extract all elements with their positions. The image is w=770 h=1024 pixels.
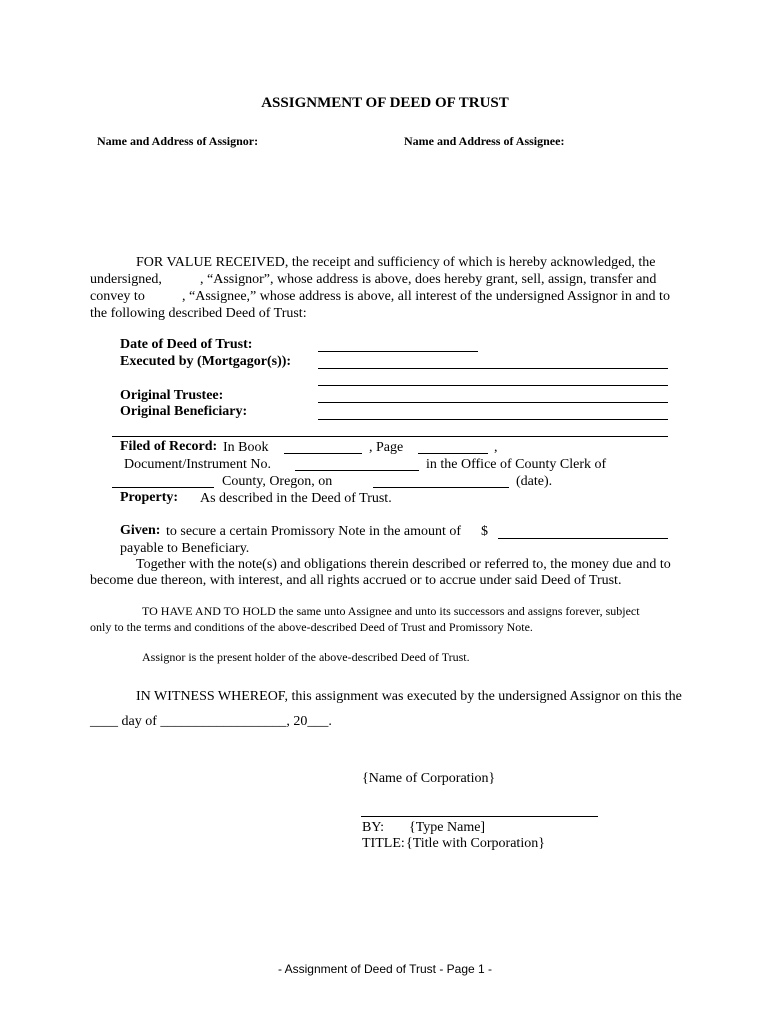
property-label: Property:: [120, 490, 179, 505]
by-label: BY:: [362, 820, 385, 835]
by-value: {Type Name]: [409, 820, 486, 835]
holder-statement: Assignor is the present holder of the above-described Deed of Trust.: [142, 650, 470, 664]
beneficiary-label: Original Beneficiary:: [120, 404, 248, 419]
dollar-sign: $: [481, 524, 488, 539]
p1-line1: FOR VALUE RECEIVED, the receipt and sufficiency of which is hereby acknowledged, the: [136, 255, 656, 270]
property-value: As described in the Deed of Trust.: [200, 491, 392, 506]
executed-line-2: [318, 385, 668, 386]
habendum-line2: only to the terms and conditions of the above-described Deed of Trust and Promissory Note.: [90, 620, 533, 634]
given-line2: payable to Beneficiary.: [120, 541, 250, 556]
together-line2: become due thereon, with interest, and all rights accrued or to accrue under said Deed of Trust.: [90, 573, 622, 588]
amount-line: [498, 538, 668, 539]
witness-line1: IN WITNESS WHEREOF, this assignment was executed by the undersigned Assignor on this the: [136, 689, 682, 704]
executed-label: Executed by (Mortgagor(s)):: [120, 354, 292, 369]
assignee-header: Name and Address of Assignee:: [404, 134, 565, 148]
title-label: TITLE:: [362, 836, 405, 851]
date-paren-text: (date).: [516, 474, 553, 489]
p1-line4: the following described Deed of Trust:: [90, 306, 307, 321]
witness-line2: ____ day of __________________, 20___.: [90, 714, 332, 729]
record-date-line: [373, 487, 509, 488]
county-text: County, Oregon, on: [222, 474, 333, 489]
p1-line2a: undersigned,: [90, 272, 162, 287]
p1-line3b: , “Assignee,” whose address is above, all interest of the undersigned Assignor in and to: [182, 289, 670, 304]
doc-no-text: Document/Instrument No.: [124, 457, 271, 472]
document-title: ASSIGNMENT OF DEED OF TRUST: [261, 95, 509, 111]
date-line: [318, 351, 478, 352]
title-value: {Title with Corporation}: [406, 836, 545, 851]
trustee-line: [318, 402, 668, 403]
together-line1: Together with the note(s) and obligations therein described or referred to, the money due and to: [136, 557, 671, 572]
signature-line: [361, 816, 598, 817]
p1-line2b: , “Assignor”, whose address is above, does hereby grant, sell, assign, transfer and: [200, 272, 657, 287]
given-text: to secure a certain Promissory Note in the amount of: [166, 524, 462, 539]
in-book-text: In Book: [223, 440, 269, 455]
corporation-name: {Name of Corporation}: [362, 771, 496, 786]
book-line: [284, 453, 362, 454]
filed-label: Filed of Record:: [120, 439, 218, 454]
executed-line: [318, 368, 668, 369]
office-text: in the Office of County Clerk of: [426, 457, 607, 472]
beneficiary-line: [318, 419, 668, 420]
page-comma: ,: [494, 440, 498, 455]
page-footer: - Assignment of Deed of Trust - Page 1 -: [277, 962, 493, 976]
page-line: [418, 453, 488, 454]
separator-line: [112, 436, 668, 437]
given-label: Given:: [120, 523, 161, 538]
doc-no-line: [295, 470, 419, 471]
page-text: , Page: [369, 440, 404, 455]
trustee-label: Original Trustee:: [120, 388, 224, 403]
p1-line3a: convey to: [90, 289, 145, 304]
habendum-line1: TO HAVE AND TO HOLD the same unto Assignee and unto its successors and assigns forever, subject: [142, 604, 640, 618]
date-label: Date of Deed of Trust:: [120, 337, 253, 352]
assignor-header: Name and Address of Assignor:: [97, 134, 259, 148]
county-line: [112, 487, 214, 488]
